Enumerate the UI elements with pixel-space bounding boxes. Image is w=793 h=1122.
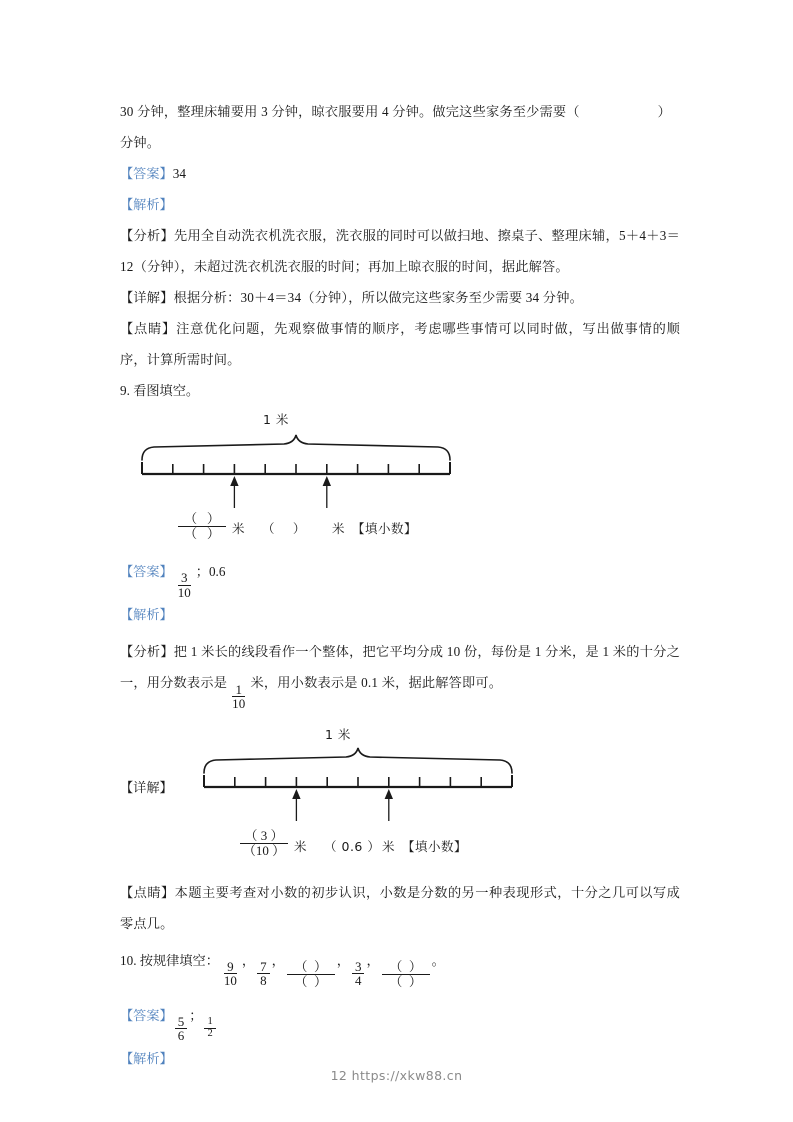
q9-figure-blank	[120, 410, 680, 518]
q9-answer-row	[120, 556, 680, 599]
q9-answer-decimal: 0.6	[208, 564, 226, 579]
q9-answer-fraction: $\frac{3}{10}$	[177, 570, 191, 600]
q10-terminator: 。	[431, 952, 445, 968]
q10-term-5-numerator[interactable]: （ ）	[382, 960, 430, 975]
q9-fig1-hint: 【填小数】	[352, 521, 418, 536]
q9-fig1-unit-fraction: 米	[232, 521, 246, 536]
q10-stem-row	[120, 945, 680, 990]
dianjing-label: 【点睛】	[120, 884, 175, 900]
q8-dianjing-text: 注意优化问题，先观察做事情的顺序，考虑哪些事情可以同时做，写出做事情的顺序，计算所需时间。	[120, 321, 680, 367]
page-footer: 12 https://xkw88.cn	[330, 1068, 463, 1083]
q9-fig1-numerator-blank[interactable]: （ ）	[178, 512, 226, 527]
q8-stem-line2: 分钟。	[120, 135, 161, 150]
q9-fenxi-fraction: $\frac{1}{10}$	[232, 681, 246, 712]
q9-fenxi-part1: 把 1 米长的线段看作一个整体，把它平均分成 10 份，每份是 1 分米，是 1 米的十分之一，用分数表示是	[120, 644, 680, 691]
q9-fig2-fraction-filled	[240, 829, 288, 859]
q10-answer-row	[120, 1000, 680, 1043]
q9-stem-row	[120, 375, 680, 406]
q10-answer-fraction-1: $\frac{5}{6}$	[175, 1015, 188, 1043]
xiangjie-label: 【详解】	[120, 290, 174, 305]
number-line-blank-svg	[136, 426, 466, 512]
q10-term-3-blank[interactable]	[287, 960, 335, 990]
q10-sep-2: ，	[271, 952, 285, 968]
q9-fig1-decimal-blank[interactable]: （ ）	[262, 521, 306, 536]
q9-fig2-brace-caption: 1 米	[325, 726, 351, 742]
q8-stem-line1-end: ）	[657, 104, 672, 119]
q9-stem: 看图填空。	[133, 383, 200, 398]
number-line-solved-svg	[198, 739, 528, 825]
q9-fig1-denominator-blank[interactable]: （ ）	[184, 526, 220, 542]
q9-dianjing-text: 本题主要考查对小数的初步认识，小数是分数的另一种表现形式，十分之几可以写成零点几。	[120, 884, 680, 931]
q10-term-3-numerator[interactable]: （ ）	[287, 960, 335, 975]
q9-fig1-answer-row	[120, 512, 680, 546]
answer-label: 【答案】	[120, 1007, 173, 1023]
q10-sep-4: ，	[366, 952, 380, 968]
q10-number: 10.	[120, 952, 137, 968]
q9-figure-solved	[120, 725, 680, 837]
q9-fig2-denominator: （10 ）	[242, 842, 286, 858]
q9-fig2-answer-row	[120, 829, 680, 865]
q9-fig2-unit-fraction: 米	[294, 838, 308, 854]
analysis-label: 【解析】	[120, 1050, 173, 1066]
arrow-marker-three-tenths	[230, 476, 238, 508]
q8-answer-row	[120, 158, 680, 189]
fenxi-label: 【分析】	[120, 228, 174, 243]
q9-fenxi-row	[120, 636, 680, 710]
q8-fenxi-text: 先用全自动洗衣机洗衣服，洗衣服的同时可以做扫地、擦桌子、整理床辅，5＋4＋3＝12（分钟），未超过洗衣机洗衣服的时间；再加上晾衣服的时间，据此解答。	[120, 228, 680, 274]
q9-dianjing-row	[120, 877, 680, 939]
q9-answer-separator: ；	[195, 564, 209, 579]
q10-term-2: $\frac{7}{8}$	[257, 960, 270, 988]
arrow-marker-three-tenths	[292, 789, 300, 821]
arrow-marker-six-tenths	[323, 476, 331, 508]
q8-analysis-label-row	[120, 189, 680, 220]
q8-xiangjie-row	[120, 282, 680, 313]
analysis-label: 【解析】	[120, 197, 173, 212]
answer-label: 【答案】	[120, 564, 173, 579]
q9-fig1-brace-caption: 1 米	[263, 412, 289, 427]
analysis-label: 【解析】	[120, 607, 173, 623]
answer-label: 【答案】	[120, 166, 173, 181]
dianjing-label: 【点睛】	[120, 321, 177, 336]
q10-answer-separator: ；	[189, 1007, 203, 1023]
q9-fig2-unit-decimal: 米	[382, 838, 396, 854]
q8-dianjing-row	[120, 313, 680, 375]
q10-answer-fraction-2: $\frac{1}{2}$	[204, 1017, 215, 1040]
document-content	[120, 96, 680, 1074]
fenxi-label: 【分析】	[120, 644, 174, 660]
q9-fig1-fraction-blank[interactable]	[178, 512, 226, 542]
q9-fig2-numerator: （ 3 ）	[240, 829, 288, 844]
q9-fenxi-part2: 米，用小数表示是 0.1 米，据此解答即可。	[250, 675, 503, 691]
q9-fig2-hint: 【填小数】	[402, 838, 468, 854]
xiangjie-label: 【详解】	[120, 779, 173, 795]
q10-term-5-blank[interactable]	[382, 960, 430, 990]
q8-fenxi-row	[120, 220, 680, 282]
q10-sep-3: ，	[336, 952, 350, 968]
q8-stem-line1	[120, 96, 680, 127]
q9-number-text: 9.	[120, 383, 130, 398]
q9-analysis-label-row	[120, 599, 680, 630]
q10-term-1: $\frac{9}{10}$	[223, 958, 237, 989]
q10-term-4: $\frac{3}{4}$	[352, 960, 365, 988]
q10-sep-1: ，	[241, 952, 256, 968]
q10-term-5-denominator[interactable]: （ ）	[389, 974, 422, 990]
q8-stem-line1-text: 30 分钟，整理床辅要用 3 分钟，晾衣服要用 4 分钟。做完这些家务至少需要（	[120, 104, 580, 119]
q10-stem: 按规律填空：	[139, 952, 219, 968]
q8-xiangjie-text: 根据分析：30＋4＝34（分钟），所以做完这些家务至少需要 34 分钟。	[173, 290, 583, 305]
q9-fig2-decimal-filled: （ 0.6 ）	[324, 838, 381, 854]
arrow-marker-six-tenths	[385, 789, 393, 821]
q10-term-3-denominator[interactable]: （ ）	[294, 974, 328, 990]
q9-fig1-unit-decimal: 米	[332, 521, 346, 536]
q8-answer-value: 34	[172, 166, 186, 181]
